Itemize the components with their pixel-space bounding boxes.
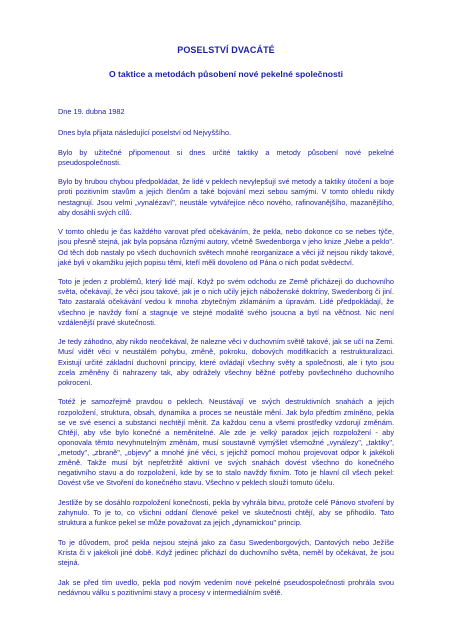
paragraph: V tomto ohledu je čas každého varovat před očekáváním, že pekla, nebo dokonce co se nebes týče, jsou přesně stejná, jak byla popsána různými autory, včetně Swedenborga v jeho knize „Nebe a peklo". Od těch dob nastaly po všech duchovních světech mnohé reorganizace a věci již nejsou nikdy takové, jaké byli v okamžiku jejich popisu těmi, kteří měli dovoleno od Pána o nich podat svědectví. [58,227,394,267]
document-title: POSELSTVÍ DVACÁTÉ [177,45,275,55]
paragraph: Bylo by užitečné připomenout si dnes určité taktiky a metody působení nové pekelné pseudospolečnosti. [58,147,394,167]
paragraph: Toto je jeden z problémů, který lidé mají. Když po svém odchodu ze Země přicházejí do duchovního světa, očekávají, že věci jsou takové, jak je o nich učily jejich náboženské doktríny, Swedenborg či jiní. Tato zastaralá očekávání vedou k mnoha zbytečným zklamáním a úpravám. Lidé předpokládají, že všechno je navždy fixní a stagnuje ve stejné modalitě svého jsoucna a bytí na věčnost. Nic není vzdálenější pravé skutečnosti. [58,277,394,327]
document-subtitle: O taktice a metodách působení nové pekelné společnosti [108,69,343,79]
paragraph: Totéž je samozřejmě pravdou o peklech. Neustávají ve svých destruktivních snahách a jejich rozpoložení, struktura, obsah, dynamika a proces se neustále mění. Jak bylo předtím zmíněno, pekla se ve své esenci a substanci nechtějí měnit. Za každou cenu a všemi prostředky vzdorují změnám. Chtějí, aby vše bylo konečné a neměnitelné. Ale zde je velký paradox jejich rozpoložení - aby oponovala těmto nevyhnutelným změnám, musí soustavně vymýšlet všemožné „vynálezy", „taktiky", „metody", „zbraně", „objevy" a mnohé jiné věci, s jejichž pomocí mohou projevovat odpor k jakékoli změně. Takže musí být nepřetržitě aktivní ve svých snahách dovést všechno do konečného negativního stavu a do rozpoložení, kde by se to stalo navždy fixním. Toto je hlavní cíl všech pekel: Dovést vše ve Stvoření do konečného stavu. Všechno v peklech slouží tomuto účelu. [58,397,394,488]
paragraph: Jestliže by se dosáhlo rozpoložení konečnosti, pekla by vyhrála bitvu, protože celé Pánovo stvoření by zahynulo. To je to, co všichni oddaní členové pekel ve skutečnosti chtějí, aby se přihodilo. Tato struktura a funkce pekel se může považovat za jejich „dynamickou" princip. [58,497,394,528]
paragraph: Bylo by hrubou chybou předpokládat, že lidé v peklech nevylepšují své metody a taktiky útočení a boje proti pozitivním stavům a jejich členům a také bojování mezi sebou samými. V tomto ohledu nikdy nestagnují. Jsou velmi „vynalézaví", neustále vytvářejíce něco nového, rafinovanějšího, mazanějšího, aby dosáhli svých cílů. [58,177,394,217]
paragraph: Dnes byla přijata následující poselství od Nejvyššího. [58,127,232,137]
paragraph: Jak se před tím uvedlo, pekla pod novým vedením nové pekelné pseudospolečnosti prohrála svou nedávnou válku s pozitivními stavy a procesy v intermediálním světě. [58,577,394,597]
paragraph: To je důvodem, proč pekla nejsou stejná jako za času Swedenborgových, Dantových nebo Ježíše Krista či v jakékoli jiné době. Když jedinec přichází do duchovního světa, neměl by očekávat, že jsou stejná. [58,537,394,567]
document-date: Dne 19. dubna 1982 [58,107,125,116]
paragraph: Je tedy záhodno, aby nikdo neočekával, že nalezne věci v duchovním světě takové, jak se učí na Zemi. Musí vidět věci v neustálém pohybu, změně, pokroku, dobových modifikacích a restrukturalizaci. Existují určité základní duchovní principy, které ovládají všechny světy a společnosti, ale i tyto jsou zcela změněny či nahrazeny tak, aby odrážely všechny běžné potřeby povšechného duchovního pokrocení. [58,337,394,387]
